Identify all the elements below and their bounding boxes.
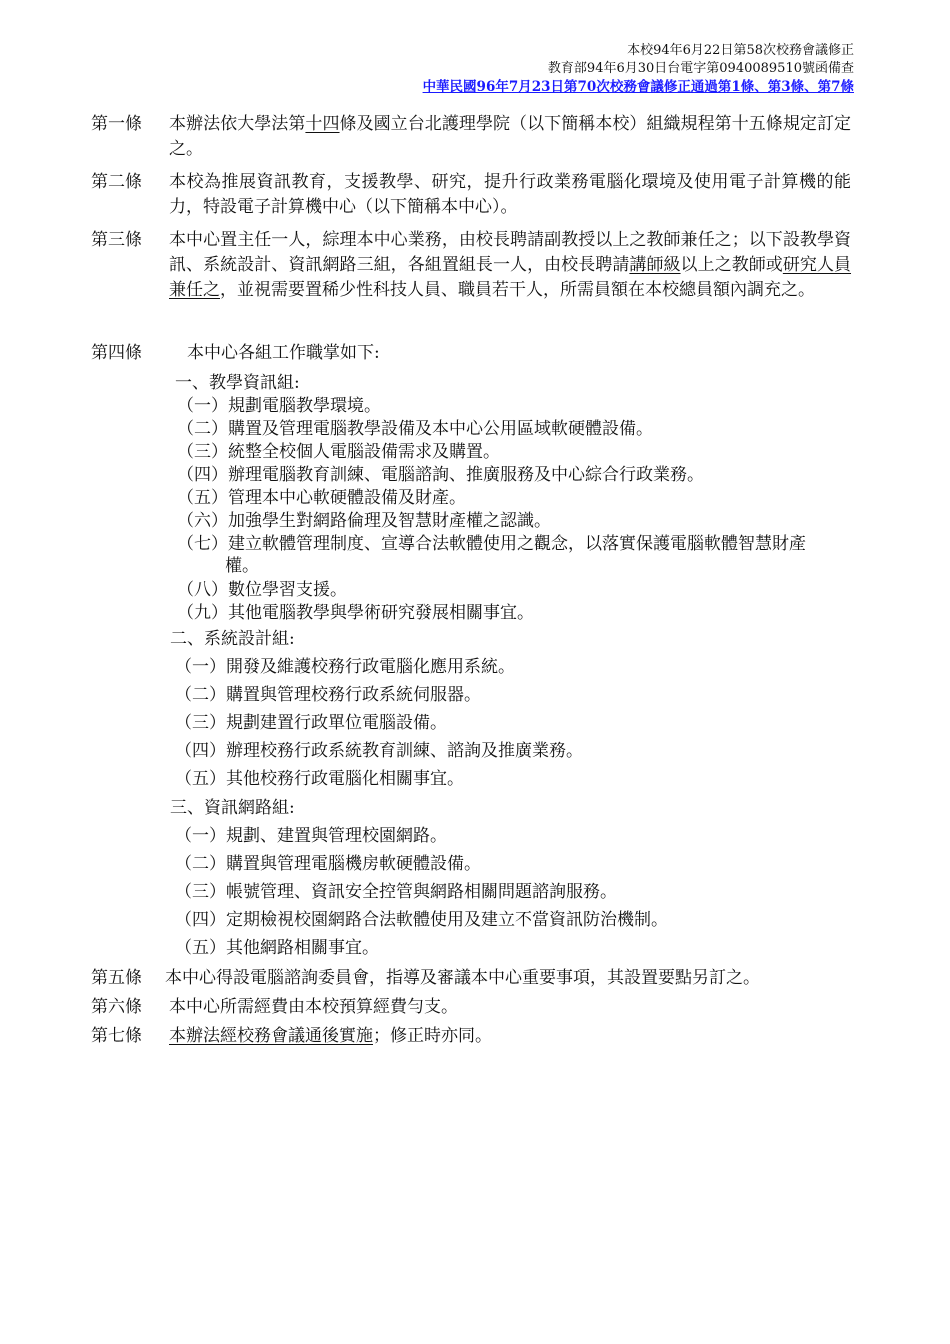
article-2: [91, 170, 851, 220]
group-1-item-5: （五）管理本中心軟硬體設備及財產。: [177, 488, 466, 508]
document-header: [423, 42, 854, 96]
group-3-title: 三、資訊網路組:: [170, 798, 295, 818]
header-line-1: 本校94年6月22日第58次校務會議修正: [627, 43, 854, 58]
article-3: [91, 228, 851, 303]
article-1-underline: 十四: [305, 114, 340, 134]
article-7-body: [169, 1025, 492, 1047]
article-3-underline-2: 研究人員兼任之: [169, 255, 852, 300]
group-1-item-9: （九）其他電腦教學與學術研究發展相關事宜。: [177, 603, 534, 623]
article-1-text-b: 條及國立台北護理學院（以下簡稱本校）組織規程第十五條規定訂定之。: [169, 114, 852, 159]
article-2-body: 本校為推展資訊教育，支援教學、研究，提升行政業務電腦化環境及使用電子計算機的能力，特設電子計算機中心（以下簡稱本中心）。: [169, 172, 851, 217]
article-3-body: [169, 228, 851, 303]
group-3-item-3: （三）帳號管理、資訊安全控管與網路相關問題諮詢服務。: [175, 882, 617, 902]
article-1: [91, 112, 851, 162]
article-6-body: 本中心所需經費由本校預算經費勻支。: [169, 997, 458, 1017]
group-2-item-1: （一）開發及維護校務行政電腦化應用系統。: [175, 657, 515, 677]
article-6-number: 第六條: [91, 997, 142, 1017]
header-line-2: 教育部94年6月30日台電字第0940089510號函備查: [547, 61, 854, 76]
group-3-item-2: （二）購置與管理電腦機房軟硬體設備。: [175, 854, 481, 874]
article-7-number: 第七條: [91, 1026, 142, 1046]
article-3-text-c: ，並視需要置稀少性科技人員、職員若干人，所需員額在本校總員額內調充之。: [220, 280, 815, 300]
article-5-body: 本中心得設電腦諮詢委員會，指導及審議本中心重要事項，其設置要點另訂之。: [165, 968, 760, 988]
group-1-item-7: （七）建立軟體管理制度、宣導合法軟體使用之觀念，以落實保護電腦軟體智慧財產權。: [177, 534, 806, 576]
group-1-item-3: （三）統整全校個人電腦設備需求及購置。: [177, 442, 500, 462]
group-1-item-2: （二）購置及管理電腦教學設備及本中心公用區域軟硬體設備。: [177, 419, 653, 439]
group-3-item-4: （四）定期檢視校園網路合法軟體使用及建立不當資訊防治機制。: [175, 910, 668, 930]
article-7-underline: 本辦法經校務會議通後實施: [169, 1026, 373, 1046]
group-1-item-6: （六）加強學生對網路倫理及智慧財產權之認識。: [177, 511, 551, 531]
group-1-title: 一、教學資訊組:: [175, 373, 300, 393]
article-5-number: 第五條: [91, 968, 142, 988]
group-2-item-3: （三）規劃建置行政單位電腦設備。: [175, 713, 447, 733]
article-4-number: 第四條: [91, 343, 142, 363]
article-1-number: 第一條: [91, 114, 142, 134]
group-1-item-8: （八）數位學習支援。: [177, 580, 347, 600]
article-3-underline-1: 講師級: [629, 255, 681, 275]
article-1-text-a: 本辦法依大學法第: [169, 114, 306, 134]
group-2-item-5: （五）其他校務行政電腦化相關事宜。: [175, 769, 464, 789]
group-3-item-1: （一）規劃、建置與管理校園網路。: [175, 826, 447, 846]
group-2-item-4: （四）辦理校務行政系統教育訓練、諮詢及推廣業務。: [175, 741, 583, 761]
group-1-item-4: （四）辦理電腦教育訓練、電腦諮詢、推廣服務及中心綜合行政業務。: [177, 465, 704, 485]
article-7-text: ；修正時亦同。: [373, 1026, 492, 1046]
article-3-text-a: 本中心置主任一人，綜理本中心業務，由校長聘請副教授以上之教師兼任之；以下設教學資訊、系統設計、資訊網路三組，各組置組長一人，由校長聘請: [169, 230, 851, 275]
article-3-text-b: 以上之教師或: [680, 255, 783, 275]
group-1-item-1: （一）規劃電腦教學環境。: [177, 396, 381, 416]
article-4-intro: 本中心各組工作職掌如下:: [187, 343, 380, 363]
group-2-title: 二、系統設計組:: [170, 629, 295, 649]
group-2-item-2: （二）購置與管理校務行政系統伺服器。: [175, 685, 481, 705]
article-3-number: 第三條: [91, 230, 142, 250]
group-3-item-5: （五）其他網路相關事宜。: [175, 938, 379, 958]
header-line-3: 中華民國96年7月23日第70次校務會議修正通過第1條、第3條、第7條: [422, 79, 854, 95]
article-1-body: [169, 112, 851, 162]
article-2-number: 第二條: [91, 172, 142, 192]
